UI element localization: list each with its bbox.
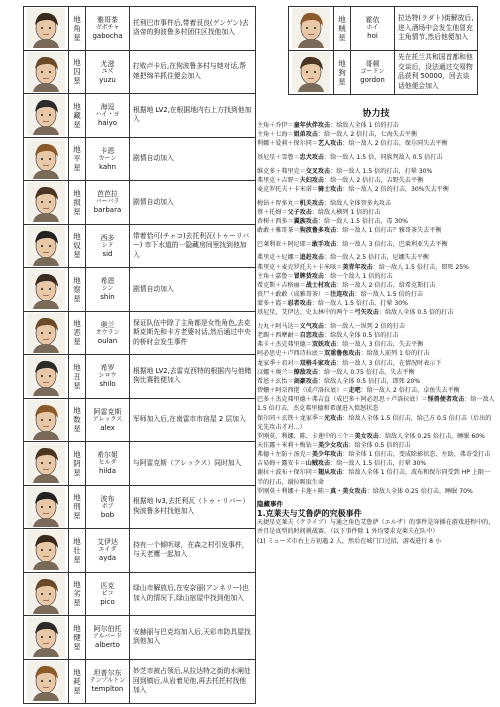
combo-line: 主角＋乔伊＝童年伙伴攻击：给敌人全体 1 倍的打击 (257, 122, 399, 129)
combo-line: 弗里克＋麦克罗托夫＋卡米咳＝美青年攻击：给一敌人 1.5 倍打击，即死 25% (257, 263, 469, 271)
name-chinese: 阿雷克斯 (93, 407, 122, 416)
character-name (86, 660, 130, 704)
combo-line: 巴多＋杰克弗里德＋弗吉直（成巴多＋阿必思思＋卢洛拉底）＝怪兽便者攻击：给一敌人 1.5 倍打击，杰克弗里德和希谨进入愤怒状态 (257, 396, 495, 413)
name-japanese: ハイ・ヨ (95, 111, 120, 119)
character-name (86, 399, 130, 442)
roster-row (24, 312, 255, 356)
recruit-description: 根据地 LV2,在根据地内右上方找到他加入 (133, 105, 252, 124)
name-english: shilo (99, 380, 116, 389)
name-english: ayda (98, 554, 117, 563)
combo-line: 敢敢＋雅哥茶＝狗波鲁多攻击：给一敌人 1 倍打击？雅哥茶失去平衡 (257, 227, 442, 235)
name-chinese: 坦普尔东 (93, 669, 122, 678)
combo-line: 谢拉＋波布＋保尔同＝翅从攻击：给敌人全体 1 倍打击，波布和保尔同受到 HP 上限一半的打击，谢拉吸取生命 (257, 469, 491, 486)
star-name: 地 平 星 (69, 138, 86, 181)
name-japanese: エイダ (98, 546, 117, 554)
name-chinese: 雅哥茶 (97, 16, 118, 25)
hidden-event-line: (1) ミューズ市右上方初遇 2 人，然后在城门口过招，游戏进行 8 小 (257, 537, 442, 545)
character-portrait-icon (27, 95, 65, 135)
recruit-description: 带着恰可(チャコ)去托利瓦(トゥーリバー) 市下水道的一隐藏房间里找到他加入 (133, 231, 250, 259)
combo-line: 梅钻＋智多丸＝机关攻击：给敌人全体智多丸攻击 (257, 199, 392, 207)
recruit-description: 妙芝市被占领后,从拉达特之街的水闸处回到镇后,从岩着见他,再去托托村找他加入 (133, 667, 251, 694)
star-name: 地 囚 星 (69, 51, 86, 94)
combo-line: 吉易姆＋露安卡＝山贼攻击：给一敌人 1.5 倍打击，打晕 30% (257, 460, 427, 468)
star-name: 地 损 星 (69, 181, 86, 224)
recruit-description: 托利巴市事件后,带着艮良(ゲンゲン)去洛帝的狗波鲁多村团住区找他加入 (133, 18, 249, 37)
combo-line: 弗里克＋吉野＝夫妇攻击：给一敌人 2 倍打击，吉野失去平衡 (257, 176, 424, 184)
name-japanese: アルバード (92, 633, 123, 641)
character-portrait-icon (27, 313, 65, 353)
name-chinese: 奥兰 (100, 320, 115, 329)
combo-line: 利娜＋爱莉＋保尔同＝艺人攻击：给一敌人 2 倍打击，保尔同失去平衡 (257, 140, 448, 148)
name-chinese: 阿尔伯托 (93, 625, 122, 634)
character-portrait-icon (27, 269, 65, 309)
character-portrait-icon (27, 530, 65, 570)
star-name: 地 察 星 (69, 268, 86, 311)
character-name (86, 225, 130, 268)
name-chinese: 波布 (100, 494, 115, 503)
combo-line: 阿必思史＋卢西诗拉底＝双重鲁鱼攻击：给敌人前列 1 倍的打击 (257, 350, 430, 358)
hidden-event-line: 天捷星克莱夫（クライブ）与通之角色艾鲁萨（エルザ）的事件是穿插在游戏进程中的，并且是真型的时间挑战赛。（以下事件除 1 外均要求克莱夫在队中） (257, 519, 495, 536)
star-name: 地 阴 星 (69, 442, 86, 485)
star-name: 地 奴 星 (69, 225, 86, 268)
roster-row (24, 660, 255, 704)
combo-line: 弗里克＋尼娜＝追赶攻击：给一敌人 2.5 倍打击，尼娜失去平衡 (257, 254, 430, 262)
name-chinese: 希恩 (100, 277, 115, 286)
name-chinese: 芭芭拉 (97, 190, 118, 199)
combo-line: 蒙多＋霞＝忍者攻击：给一敌人 1.5 倍打击，打晕 30% (257, 300, 408, 308)
portrait-cell (24, 529, 69, 572)
name-english: alex (100, 423, 115, 432)
name-japanese: テンプルトン (89, 677, 126, 685)
name-chinese: 艾伊达 (97, 538, 118, 547)
roster-row (24, 7, 255, 51)
character-portrait-icon (27, 400, 65, 440)
name-chinese: 西多 (100, 233, 115, 242)
recruit-description: 打败卢卡后,在狗波鲁多村与她对话,帮她把绵羊抓住便会加入 (133, 62, 247, 80)
name-chinese: 匹克 (100, 581, 115, 590)
character-name (86, 94, 130, 137)
name-english: oulan (97, 336, 118, 345)
name-english: barbara (93, 206, 122, 215)
name-japanese: ゴードン (360, 68, 385, 76)
recruit-description: 与阿雷克斯（アレックス）同时加入 (133, 458, 242, 467)
name-english: bob (100, 510, 115, 519)
star-name: 地 刑 星 (69, 486, 86, 529)
name-japanese: カーン (98, 154, 117, 162)
star-name: 地 角 星 (69, 7, 86, 50)
combo-line: 汉娜＋奥兰＝撩敌攻击：给一敌人 0.75 倍打击，失去平衡 (257, 368, 415, 376)
combo-line: 巴莱利亚＋阿尼耶＝敢手攻击：给一敌人 3 倍打击，巴莱利亚失去平衡 (257, 240, 448, 248)
character-portrait-icon (27, 661, 65, 701)
combo-line: 基尼星＋雪鲁＝忠犬攻击：给一敌人 1.5 倍，同族判敌人 0.5 倍打击 (257, 153, 443, 161)
combo-line: 弗德＋左防＋汤克＝美少年攻击：给全体 1 倍打击，变成除影状态、左助、弗奇受打击 (257, 451, 491, 459)
hidden-events-subtitle: 1.克莱夫与艾鲁萨的究极事件 (257, 509, 362, 519)
portrait-cell (289, 51, 334, 95)
roster-row (289, 7, 477, 51)
character-name (86, 312, 130, 355)
name-english: yuzu (99, 75, 116, 84)
combo-line: 主角＋七海＝姐弟攻击：给一敌人 2 倍打击，七海失去平衡 (257, 131, 418, 139)
combo-line: 希恩＋玄怡＝剑豪攻击：给敌人全体 0.5 倍打击，即死 20% (257, 377, 421, 385)
combo-line: 碧姗＋阿奈西佬（成卢洛拉底）＝走吧：给一敌人 2 倍打击，卓鱼失去平衡 (257, 387, 460, 395)
recruit-description: 绿山市解放后,在安奈丽(アンネリ—)也加入的情况下,绿山宿屋中找到他加入 (133, 584, 249, 602)
name-chinese: 希尔姐 (97, 451, 118, 460)
portrait-cell (24, 355, 69, 398)
name-english: hilda (98, 467, 117, 476)
name-english: gordon (360, 76, 385, 85)
star-name: 地 丑 星 (69, 355, 86, 398)
name-japanese: ボブ (101, 502, 114, 510)
name-japanese: シロウ (98, 372, 117, 380)
roster-row (24, 529, 255, 573)
name-japanese: ヒルダ (98, 459, 117, 467)
portrait-cell (24, 616, 69, 659)
star-name: 地 贼 星 (334, 7, 351, 50)
name-chinese: 尤滋 (100, 59, 115, 68)
name-japanese: シン (101, 285, 114, 293)
combo-line: 保尔同＋玄铁＋龙家季＝光攻击：给敌人全体 1.5 倍打击，给己方 0.5 倍打击（后出的光先攻击才对…） (257, 414, 492, 431)
character-portrait-icon (27, 52, 65, 92)
portrait-cell (24, 7, 69, 50)
star-name: 地 耗 星 (69, 660, 86, 704)
character-portrait-icon (27, 356, 65, 396)
cooperation-skills-section (257, 108, 495, 546)
character-portrait-icon (292, 52, 330, 92)
roster-row (24, 616, 255, 660)
portrait-cell (24, 486, 69, 529)
combo-line: 力丸＋阿马达＝义气攻击：给一敌人一纵列 2 倍的打击 (257, 322, 405, 330)
section-title: 协力技 (362, 109, 390, 119)
portrait-cell (24, 399, 69, 442)
name-english: pico (100, 597, 115, 606)
combo-line: 弗卡＋杰克弗里德＝双妖攻击：给一敌人 3 倍打击，失去平衡 (257, 341, 424, 349)
star-name: 地 狗 星 (334, 51, 351, 95)
name-english: gabocha (92, 32, 123, 41)
recruit-description: 保证队伍中除了主角都是女性角色,去克斯克斯先和卡方老婆对话,然后通过中央的桥时会发生事件 (133, 318, 251, 346)
combo-line: 蔡＋托姆＝父子攻击：给敌人横列 1 倍的打击 (257, 208, 381, 216)
roster-row (24, 268, 255, 312)
portrait-cell (24, 225, 69, 268)
roster-row (24, 181, 255, 225)
character-portrait-icon (27, 8, 65, 48)
name-chinese: 卡恩 (100, 146, 115, 155)
name-japanese: アレックス (92, 415, 123, 423)
recruit-description: 安赫丽与巴克均加入后,天彩市防具屋找到他加入 (133, 627, 251, 646)
combo-line: 基尼星、艾伊达、史太林中的两个＝弓矢攻击：给敌人全体 0.5 倍的打击 (257, 309, 454, 317)
name-japanese: バーバラ (95, 198, 120, 206)
recruit-description: 剧情自动加入 (133, 197, 174, 206)
star-name: 地 藏 星 (69, 94, 86, 137)
name-english: kahn (98, 162, 117, 171)
name-japanese: シド (101, 241, 114, 249)
roster-row (24, 573, 255, 617)
name-japanese: ユズ (101, 67, 114, 75)
portrait-cell (24, 181, 69, 224)
roster-row (24, 486, 255, 530)
roster-row (24, 138, 255, 182)
name-japanese: ピコ (101, 589, 114, 597)
combo-line: 杏树＋西多＝翼族攻击：给一敌人 1.5 倍打击，毒 30% (257, 217, 408, 225)
roster-row (24, 355, 255, 399)
character-portrait-icon (27, 139, 65, 179)
name-english: templton (91, 685, 124, 694)
combo-line: 主角＋嘉鲁＝冒牌货攻击：给一个敌人 1 倍的打击 (257, 272, 393, 280)
character-name (86, 51, 130, 94)
recruit-description: 根据地 LV2,去雷克西特的根据内与他赌狗比赛胜便加入 (133, 366, 252, 385)
character-name (86, 268, 130, 311)
portrait-cell (24, 138, 69, 181)
combo-line: 天佳露＋米莉＋梅钻＝美少女攻击：给全体 0.5 倍的打击 (257, 442, 411, 449)
star-name: 地 健 星 (69, 616, 86, 659)
roster-row (24, 225, 255, 269)
character-name (351, 7, 395, 50)
recruit-description: 先在托兰共和国首都和他交谈后，设法通过交易物品获利 50000，回去谈话他便会加入 (398, 53, 473, 90)
name-japanese: オウラン (95, 328, 120, 336)
combo-list (257, 121, 495, 496)
roster-row (24, 399, 255, 443)
name-english: shin (100, 293, 115, 302)
character-name (86, 355, 130, 398)
name-chinese: 霍依 (365, 16, 380, 25)
portrait-cell (24, 442, 69, 485)
name-english: alberto (95, 641, 120, 650)
portrait-cell (24, 94, 69, 137)
character-portrait-icon (27, 226, 65, 266)
recruit-description: 剧情自动加入 (133, 154, 174, 162)
name-english: haiyo (97, 119, 118, 128)
combo-line: 龙家季＋君对＝双格斗家攻击：给一敌人 3 倍打击，在情况时表示下 (257, 359, 442, 367)
recruit-description: 持有一个倾听球，在森之村引发事件，与天老鹰一起加入 (133, 540, 249, 559)
star-name: 地 壮 星 (69, 529, 86, 572)
character-name (351, 51, 395, 95)
character-portrait-icon (27, 617, 65, 657)
character-name (86, 573, 130, 616)
combo-line: 希克斯＋吉格丽＝战士村攻击：给一敌人 2 倍打击，给希克斯打击 (257, 281, 436, 289)
combo-line: 老踢＋西摩耐＝自恋攻击：给敌人全体 0.5 倍的打击 (257, 332, 399, 340)
character-roster-left (23, 6, 256, 704)
name-english: hoi (367, 32, 378, 41)
portrait-cell (24, 573, 69, 616)
portrait-cell (24, 268, 69, 311)
character-name (86, 616, 130, 659)
roster-row (24, 51, 255, 95)
roster-row (24, 442, 255, 486)
star-name: 地 恶 星 (69, 312, 86, 355)
name-english: sid (102, 249, 113, 258)
portrait-cell (24, 312, 69, 355)
roster-row (289, 51, 477, 95)
name-chinese: 希罗 (100, 364, 115, 373)
combo-line: 丧尸＋敢敢（成雅哥茶）＝注连攻击：给一敌人 1.5 倍的打击 (257, 291, 423, 298)
star-name: 地 劣 星 (69, 573, 86, 616)
character-name (86, 486, 130, 529)
name-japanese: ホイ (366, 24, 379, 32)
recruit-description: 剧情自动加入 (133, 284, 174, 293)
portrait-cell (24, 660, 69, 704)
character-portrait-icon (27, 487, 65, 527)
recruit-description: 根据地 lv3,去托利瓦（トゥ・リバー）狗波鲁多村找他加入 (133, 497, 250, 515)
recruit-description: 军师加入后,在南雷市市宿屋 2 层加入 (133, 415, 246, 423)
character-portrait-icon (292, 8, 330, 48)
character-portrait-icon (27, 574, 65, 614)
character-name (86, 7, 130, 50)
roster-row (24, 94, 255, 138)
character-roster-right (288, 6, 478, 95)
character-name (86, 138, 130, 181)
portrait-cell (24, 51, 69, 94)
portrait-cell (289, 7, 334, 50)
hidden-events-text (257, 518, 495, 545)
combo-line: 罗刚莫＋利娜＋卡莲＋陈＝真・美女攻击：给敌人全体 0.25 倍打击，睡眠 70% (257, 487, 473, 495)
name-chinese: 海逗 (100, 103, 115, 112)
name-japanese: ガボチャ (95, 24, 120, 32)
star-name: 地 数 星 (69, 399, 86, 442)
character-name (86, 442, 130, 485)
combo-line: 麦克罗托夫＋卡米诺＝骑士攻击：给一敌人 2 倍的打击，30%失去平衡 (257, 185, 449, 193)
recruit-description: 拉达特(ラダト)街解放后,进入酒场中会发生他冒充主角情节,然后他便加入 (398, 14, 474, 41)
character-portrait-icon (27, 182, 65, 222)
hidden-events-title: 隐藏事件 (257, 499, 283, 508)
combo-line: 罗刚莫、利娜、陈、卡莲中的三个＝美女攻击：给敌人全体 0.25 倍打击，睡眠 60% (257, 432, 485, 440)
name-chinese: 哥顿 (365, 60, 380, 69)
character-portrait-icon (27, 443, 65, 483)
character-name (86, 529, 130, 572)
combo-line: 维克多＋弗里克＝交叉攻击：给一敌人 1.5 倍的打击，打晕 30% (257, 167, 433, 175)
character-name (86, 181, 130, 224)
